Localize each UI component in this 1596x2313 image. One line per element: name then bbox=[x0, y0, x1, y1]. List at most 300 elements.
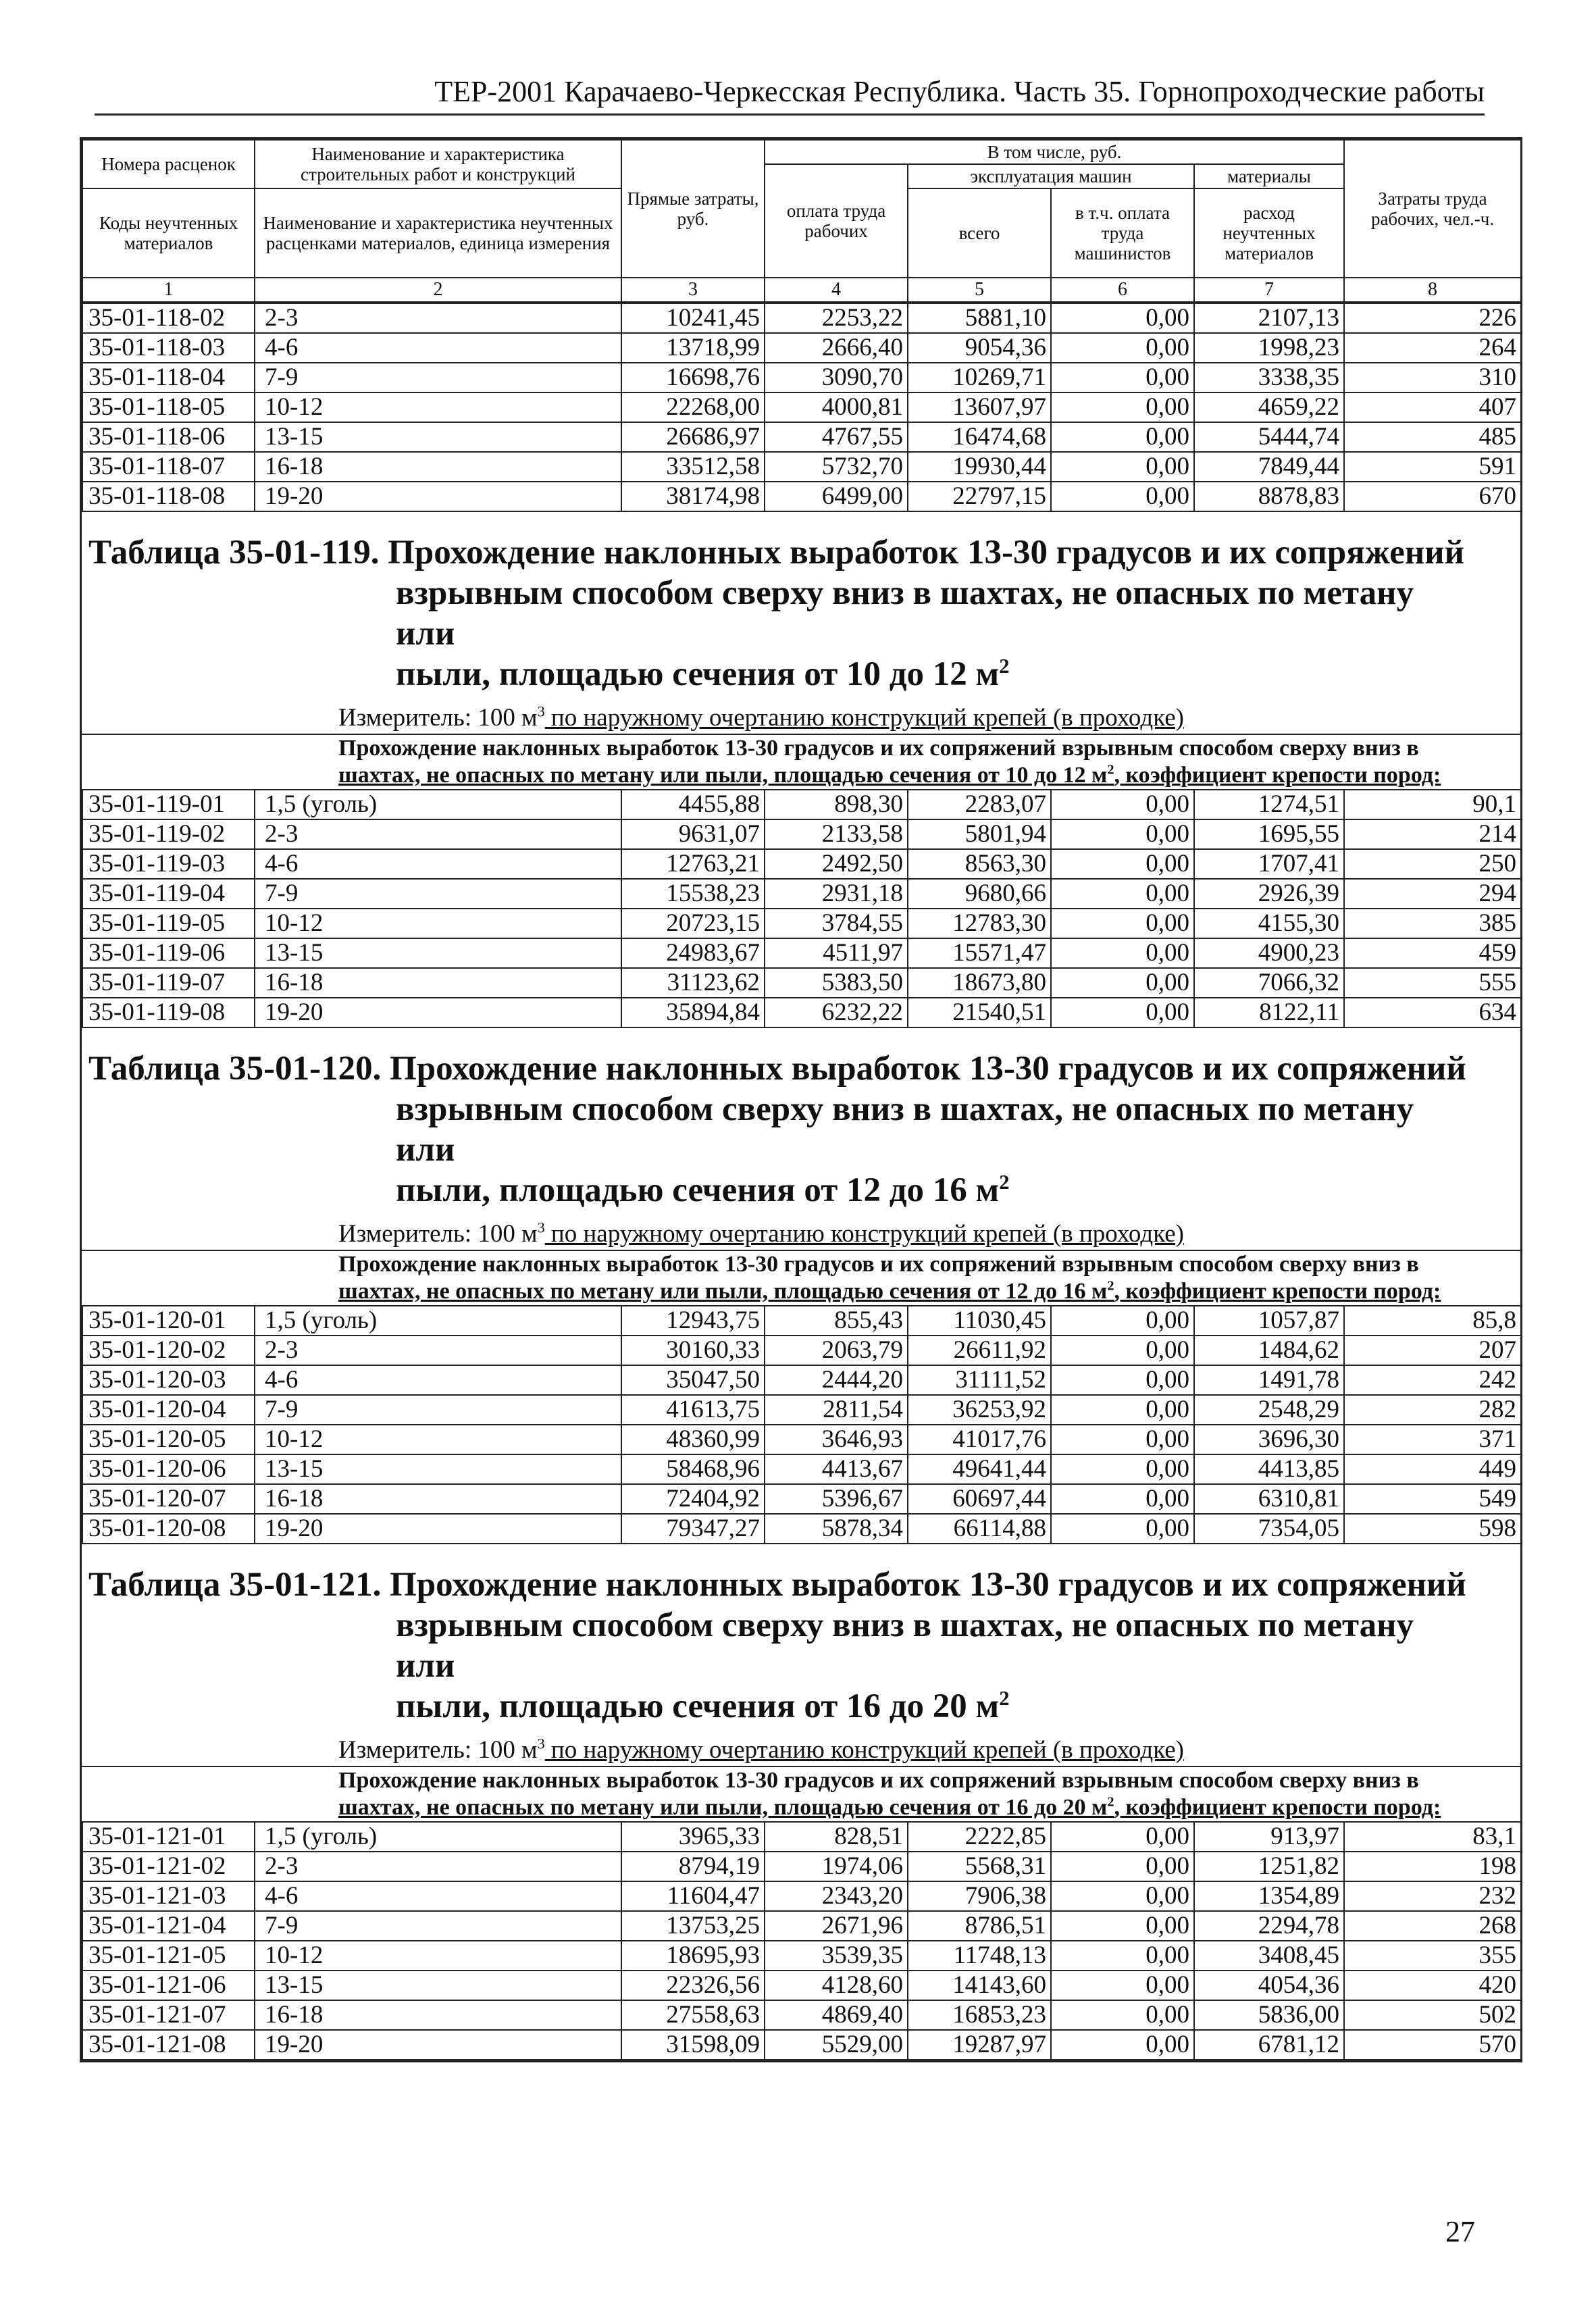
value-cell: 3646,93 bbox=[765, 1425, 908, 1454]
rate-name-cell: 7-9 bbox=[255, 1395, 621, 1425]
value-cell: 58468,96 bbox=[621, 1454, 765, 1484]
rate-code-cell: 35-01-119-04 bbox=[82, 879, 255, 909]
value-cell: 15538,23 bbox=[621, 879, 765, 909]
value-cell: 13718,99 bbox=[621, 333, 765, 363]
value-cell: 6781,12 bbox=[1194, 2030, 1344, 2060]
value-cell: 15571,47 bbox=[908, 938, 1051, 968]
value-cell: 898,30 bbox=[765, 790, 908, 819]
rate-code-cell: 35-01-119-08 bbox=[82, 998, 255, 1027]
value-cell: 207 bbox=[1344, 1336, 1521, 1365]
header-wages: оплата труда рабочих bbox=[765, 164, 908, 278]
value-cell: 31111,52 bbox=[908, 1365, 1051, 1395]
value-cell: 41613,75 bbox=[621, 1395, 765, 1425]
table-row bbox=[82, 333, 1521, 363]
value-cell: 21540,51 bbox=[908, 998, 1051, 1027]
rate-name-cell: 16-18 bbox=[255, 968, 621, 998]
value-cell: 14143,60 bbox=[908, 1971, 1051, 2000]
rate-name-cell: 19-20 bbox=[255, 2030, 621, 2060]
column-header-table bbox=[82, 139, 1522, 303]
value-cell: 634 bbox=[1344, 998, 1521, 1027]
value-cell: 6499,00 bbox=[765, 482, 908, 511]
rate-name-cell: 7-9 bbox=[255, 879, 621, 909]
value-cell: 828,51 bbox=[765, 1822, 908, 1852]
value-cell: 1974,06 bbox=[765, 1852, 908, 1881]
value-cell: 8794,19 bbox=[621, 1852, 765, 1881]
value-cell: 598 bbox=[1344, 1514, 1521, 1544]
table-title bbox=[82, 1048, 1520, 1211]
value-cell: 2294,78 bbox=[1194, 1911, 1344, 1941]
rate-name-cell: 4-6 bbox=[255, 333, 621, 363]
table-row bbox=[82, 1484, 1521, 1514]
value-cell: 2283,07 bbox=[908, 790, 1051, 819]
value-cell: 3090,70 bbox=[765, 363, 908, 392]
value-cell: 2063,79 bbox=[765, 1336, 908, 1365]
rate-name-cell: 16-18 bbox=[255, 452, 621, 482]
value-cell: 9680,66 bbox=[908, 879, 1051, 909]
header-codes-bottom: Коды неучтенных материалов bbox=[82, 188, 255, 278]
value-cell: 2343,20 bbox=[765, 1881, 908, 1911]
value-cell: 5732,70 bbox=[765, 452, 908, 482]
table-row bbox=[82, 2030, 1521, 2060]
table-row bbox=[82, 998, 1521, 1027]
rate-code-cell: 35-01-118-06 bbox=[82, 422, 255, 452]
value-cell: 0,00 bbox=[1051, 333, 1194, 363]
value-cell: 0,00 bbox=[1051, 363, 1194, 392]
measure-unit bbox=[82, 703, 1520, 734]
value-cell: 3784,55 bbox=[765, 909, 908, 938]
value-cell: 13753,25 bbox=[621, 1911, 765, 1941]
value-cell: 10269,71 bbox=[908, 363, 1051, 392]
value-cell: 1057,87 bbox=[1194, 1306, 1344, 1336]
table-row bbox=[82, 1306, 1521, 1336]
table-row bbox=[82, 849, 1521, 879]
value-cell: 670 bbox=[1344, 482, 1521, 511]
superscript: 2 bbox=[999, 655, 1010, 678]
value-cell: 2811,54 bbox=[765, 1395, 908, 1425]
page-number: 27 bbox=[1445, 2215, 1475, 2248]
value-cell: 268 bbox=[1344, 1911, 1521, 1941]
measure-text: по наружному очертанию конструкций крепей (в проходке) bbox=[544, 704, 1184, 732]
value-cell: 198 bbox=[1344, 1852, 1521, 1881]
rate-name-cell: 10-12 bbox=[255, 909, 621, 938]
value-cell: 11604,47 bbox=[621, 1881, 765, 1911]
table-row bbox=[82, 1514, 1521, 1544]
header-direct-costs: Прямые затраты, руб. bbox=[621, 140, 765, 278]
continuation-rows-table bbox=[82, 303, 1522, 512]
value-cell: 1998,23 bbox=[1194, 333, 1344, 363]
value-cell: 11748,13 bbox=[908, 1941, 1051, 1971]
value-cell: 5396,67 bbox=[765, 1484, 908, 1514]
value-cell: 5529,00 bbox=[765, 2030, 908, 2060]
value-cell: 2492,50 bbox=[765, 849, 908, 879]
value-cell: 3338,35 bbox=[1194, 363, 1344, 392]
column-index: 4 bbox=[765, 278, 908, 302]
value-cell: 31598,09 bbox=[621, 2030, 765, 2060]
value-cell: 0,00 bbox=[1051, 482, 1194, 511]
value-cell: 2222,85 bbox=[908, 1822, 1051, 1852]
value-cell: 1695,55 bbox=[1194, 819, 1344, 849]
table-title-prefix: Таблица 35-01-121. bbox=[88, 1566, 382, 1604]
value-cell: 22326,56 bbox=[621, 1971, 765, 2000]
value-cell: 19287,97 bbox=[908, 2030, 1051, 2060]
table-row bbox=[82, 1336, 1521, 1365]
table-row bbox=[82, 363, 1521, 392]
rate-name-cell: 13-15 bbox=[255, 1454, 621, 1484]
value-cell: 7066,32 bbox=[1194, 968, 1344, 998]
rate-name-cell: 19-20 bbox=[255, 1514, 621, 1544]
superscript: 2 bbox=[1107, 1278, 1114, 1294]
value-cell: 60697,44 bbox=[908, 1484, 1051, 1514]
value-cell: 4413,67 bbox=[765, 1454, 908, 1484]
rate-name-cell: 19-20 bbox=[255, 482, 621, 511]
rate-code-cell: 35-01-121-06 bbox=[82, 1971, 255, 2000]
rate-name-cell: 1,5 (уголь) bbox=[255, 790, 621, 819]
value-cell: 1274,51 bbox=[1194, 790, 1344, 819]
table-row bbox=[82, 452, 1521, 482]
value-cell: 4767,55 bbox=[765, 422, 908, 452]
superscript: 2 bbox=[999, 1687, 1010, 1710]
value-cell: 12943,75 bbox=[621, 1306, 765, 1336]
rate-code-cell: 35-01-118-08 bbox=[82, 482, 255, 511]
value-cell: 3539,35 bbox=[765, 1941, 908, 1971]
rate-name-cell: 10-12 bbox=[255, 1941, 621, 1971]
measure-unit bbox=[82, 1219, 1520, 1250]
value-cell: 0,00 bbox=[1051, 1514, 1194, 1544]
subheading-line: шахтах, не опасных по метану или пыли, площадью сечения от 16 до 20 м bbox=[338, 1795, 1108, 1820]
value-cell: 0,00 bbox=[1051, 1454, 1194, 1484]
value-cell: 385 bbox=[1344, 909, 1521, 938]
subheading-line: Прохождение наклонных выработок 13-30 градусов и их сопряжений взрывным способом сверху вниз в bbox=[338, 1252, 1419, 1277]
value-cell: 0,00 bbox=[1051, 392, 1194, 422]
column-index: 8 bbox=[1344, 278, 1521, 302]
value-cell: 11030,45 bbox=[908, 1306, 1051, 1336]
subheading-line: шахтах, не опасных по метану или пыли, площадью сечения от 10 до 12 м bbox=[338, 763, 1108, 788]
value-cell: 3696,30 bbox=[1194, 1425, 1344, 1454]
subheading-line: Прохождение наклонных выработок 13-30 градусов и их сопряжений взрывным способом сверху вниз в bbox=[338, 736, 1419, 761]
rate-code-cell: 35-01-118-03 bbox=[82, 333, 255, 363]
value-cell: 2931,18 bbox=[765, 879, 908, 909]
value-cell: 33512,58 bbox=[621, 452, 765, 482]
value-cell: 0,00 bbox=[1051, 1852, 1194, 1881]
value-cell: 242 bbox=[1344, 1365, 1521, 1395]
table-row bbox=[82, 1971, 1521, 2000]
table-row bbox=[82, 1852, 1521, 1881]
value-cell: 22268,00 bbox=[621, 392, 765, 422]
table-title-prefix: Таблица 35-01-120. bbox=[88, 1050, 382, 1088]
value-cell: 5568,31 bbox=[908, 1852, 1051, 1881]
header-machines: эксплуатация машин bbox=[908, 164, 1194, 188]
table-title-line: взрывным способом сверху вниз в шахтах, не опасных по метану или bbox=[396, 574, 1414, 653]
rate-code-cell: 35-01-121-08 bbox=[82, 2030, 255, 2060]
rates-table bbox=[82, 789, 1522, 1028]
table-row bbox=[82, 879, 1521, 909]
table-row bbox=[82, 968, 1521, 998]
value-cell: 24983,67 bbox=[621, 938, 765, 968]
table-row bbox=[82, 909, 1521, 938]
value-cell: 0,00 bbox=[1051, 790, 1194, 819]
value-cell: 0,00 bbox=[1051, 998, 1194, 1027]
rate-code-cell: 35-01-118-07 bbox=[82, 452, 255, 482]
table-row bbox=[82, 1941, 1521, 1971]
table-row bbox=[82, 1365, 1521, 1395]
table-section bbox=[82, 1028, 1520, 1544]
table-title-line: пыли, площадью сечения от 12 до 16 м bbox=[396, 1171, 1000, 1209]
value-cell: 1491,78 bbox=[1194, 1365, 1344, 1395]
measure-label: Измеритель: 100 м bbox=[338, 1736, 538, 1764]
value-cell: 18695,93 bbox=[621, 1941, 765, 1971]
value-cell: 2444,20 bbox=[765, 1365, 908, 1395]
header-materials: материалы bbox=[1194, 164, 1344, 188]
value-cell: 5836,00 bbox=[1194, 2000, 1344, 2030]
rate-name-cell: 2-3 bbox=[255, 819, 621, 849]
table-title-line: пыли, площадью сечения от 10 до 12 м bbox=[396, 655, 1000, 693]
value-cell: 1484,62 bbox=[1194, 1336, 1344, 1365]
rate-code-cell: 35-01-120-05 bbox=[82, 1425, 255, 1454]
header-name-top: Наименование и характеристика строительных работ и конструкций bbox=[255, 140, 621, 188]
rates-table bbox=[82, 1821, 1522, 2060]
superscript: 2 bbox=[999, 1171, 1010, 1194]
value-cell: 459 bbox=[1344, 938, 1521, 968]
value-cell: 214 bbox=[1344, 819, 1521, 849]
value-cell: 12763,21 bbox=[621, 849, 765, 879]
rate-code-cell: 35-01-121-07 bbox=[82, 2000, 255, 2030]
value-cell: 0,00 bbox=[1051, 1911, 1194, 1941]
header-including: В том числе, руб. bbox=[765, 140, 1344, 164]
rate-name-cell: 16-18 bbox=[255, 2000, 621, 2030]
column-index: 5 bbox=[908, 278, 1051, 302]
superscript: 3 bbox=[537, 1735, 545, 1752]
rate-name-cell: 10-12 bbox=[255, 1425, 621, 1454]
table-row bbox=[82, 1881, 1521, 1911]
value-cell: 913,97 bbox=[1194, 1822, 1344, 1852]
value-cell: 6310,81 bbox=[1194, 1484, 1344, 1514]
value-cell: 2548,29 bbox=[1194, 1395, 1344, 1425]
value-cell: 4455,88 bbox=[621, 790, 765, 819]
value-cell: 0,00 bbox=[1051, 849, 1194, 879]
value-cell: 0,00 bbox=[1051, 1306, 1194, 1336]
value-cell: 36253,92 bbox=[908, 1395, 1051, 1425]
subheading-line: , коэффициент крепости пород: bbox=[1114, 763, 1441, 788]
rate-code-cell: 35-01-121-01 bbox=[82, 1822, 255, 1852]
value-cell: 13607,97 bbox=[908, 392, 1051, 422]
value-cell: 22797,15 bbox=[908, 482, 1051, 511]
value-cell: 0,00 bbox=[1051, 1971, 1194, 2000]
rate-name-cell: 7-9 bbox=[255, 363, 621, 392]
value-cell: 0,00 bbox=[1051, 819, 1194, 849]
value-cell: 41017,76 bbox=[908, 1425, 1051, 1454]
rate-name-cell: 1,5 (уголь) bbox=[255, 1306, 621, 1336]
table-row bbox=[82, 303, 1521, 333]
rate-name-cell: 4-6 bbox=[255, 1365, 621, 1395]
value-cell: 4511,97 bbox=[765, 938, 908, 968]
column-index: 1 bbox=[82, 278, 255, 302]
value-cell: 38174,98 bbox=[621, 482, 765, 511]
section-subheading bbox=[82, 734, 1520, 789]
table-title-line: пыли, площадью сечения от 16 до 20 м bbox=[396, 1687, 1000, 1725]
value-cell: 5878,34 bbox=[765, 1514, 908, 1544]
value-cell: 0,00 bbox=[1051, 422, 1194, 452]
value-cell: 10241,45 bbox=[621, 303, 765, 333]
superscript: 3 bbox=[537, 703, 545, 720]
rate-code-cell: 35-01-120-07 bbox=[82, 1484, 255, 1514]
rate-code-cell: 35-01-120-04 bbox=[82, 1395, 255, 1425]
column-index: 7 bbox=[1194, 278, 1344, 302]
value-cell: 570 bbox=[1344, 2030, 1521, 2060]
rate-code-cell: 35-01-119-06 bbox=[82, 938, 255, 968]
header-codes-top: Номера расценок bbox=[82, 140, 255, 188]
rate-name-cell: 16-18 bbox=[255, 1484, 621, 1514]
value-cell: 1354,89 bbox=[1194, 1881, 1344, 1911]
value-cell: 18673,80 bbox=[908, 968, 1051, 998]
rate-name-cell: 7-9 bbox=[255, 1911, 621, 1941]
value-cell: 16474,68 bbox=[908, 422, 1051, 452]
measure-text: по наружному очертанию конструкций крепей (в проходке) bbox=[544, 1220, 1184, 1248]
subheading-line: , коэффициент крепости пород: bbox=[1114, 1279, 1441, 1304]
measure-label: Измеритель: 100 м bbox=[338, 1220, 538, 1248]
value-cell: 5444,74 bbox=[1194, 422, 1344, 452]
value-cell: 83,1 bbox=[1344, 1822, 1521, 1852]
rate-name-cell: 1,5 (уголь) bbox=[255, 1822, 621, 1852]
value-cell: 5383,50 bbox=[765, 968, 908, 998]
page-header: ТЕР-2001 Карачаево-Черкесская Республика. Часть 35. Горнопроходческие работы bbox=[95, 73, 1485, 116]
value-cell: 90,1 bbox=[1344, 790, 1521, 819]
header-machinists: в т.ч. оплата труда машинистов bbox=[1051, 188, 1194, 278]
value-cell: 0,00 bbox=[1051, 1822, 1194, 1852]
value-cell: 7354,05 bbox=[1194, 1514, 1344, 1544]
value-cell: 0,00 bbox=[1051, 938, 1194, 968]
value-cell: 0,00 bbox=[1051, 1336, 1194, 1365]
value-cell: 3408,45 bbox=[1194, 1941, 1344, 1971]
value-cell: 1707,41 bbox=[1194, 849, 1344, 879]
rate-name-cell: 2-3 bbox=[255, 1852, 621, 1881]
table-section bbox=[82, 512, 1520, 1028]
value-cell: 4155,30 bbox=[1194, 909, 1344, 938]
table-row bbox=[82, 2000, 1521, 2030]
rate-name-cell: 2-3 bbox=[255, 303, 621, 333]
rate-code-cell: 35-01-119-03 bbox=[82, 849, 255, 879]
table-row bbox=[82, 1395, 1521, 1425]
value-cell: 8122,11 bbox=[1194, 998, 1344, 1027]
table-section bbox=[82, 1544, 1520, 2060]
value-cell: 4413,85 bbox=[1194, 1454, 1344, 1484]
subheading-line: , коэффициент крепости пород: bbox=[1114, 1795, 1441, 1820]
rates-table bbox=[82, 1305, 1522, 1544]
value-cell: 449 bbox=[1344, 1454, 1521, 1484]
rate-name-cell: 4-6 bbox=[255, 849, 621, 879]
rate-code-cell: 35-01-119-01 bbox=[82, 790, 255, 819]
table-row bbox=[82, 790, 1521, 819]
table-title-line: Прохождение наклонных выработок 13-30 градусов и их сопряжений bbox=[390, 1050, 1466, 1088]
value-cell: 250 bbox=[1344, 849, 1521, 879]
value-cell: 2107,13 bbox=[1194, 303, 1344, 333]
column-index: 6 bbox=[1051, 278, 1194, 302]
section-subheading bbox=[82, 1766, 1520, 1821]
value-cell: 4869,40 bbox=[765, 2000, 908, 2030]
value-cell: 0,00 bbox=[1051, 879, 1194, 909]
value-cell: 79347,27 bbox=[621, 1514, 765, 1544]
value-cell: 591 bbox=[1344, 452, 1521, 482]
table-row bbox=[82, 819, 1521, 849]
measure-label: Измеритель: 100 м bbox=[338, 704, 538, 732]
value-cell: 855,43 bbox=[765, 1306, 908, 1336]
value-cell: 26611,92 bbox=[908, 1336, 1051, 1365]
document-body bbox=[80, 137, 1522, 2062]
value-cell: 4128,60 bbox=[765, 1971, 908, 2000]
rate-code-cell: 35-01-120-01 bbox=[82, 1306, 255, 1336]
value-cell: 26686,97 bbox=[621, 422, 765, 452]
value-cell: 371 bbox=[1344, 1425, 1521, 1454]
value-cell: 6232,22 bbox=[765, 998, 908, 1027]
value-cell: 282 bbox=[1344, 1395, 1521, 1425]
value-cell: 264 bbox=[1344, 333, 1521, 363]
measure-text: по наружному очертанию конструкций крепей (в проходке) bbox=[544, 1736, 1184, 1764]
value-cell: 0,00 bbox=[1051, 2030, 1194, 2060]
value-cell: 232 bbox=[1344, 1881, 1521, 1911]
value-cell: 0,00 bbox=[1051, 2000, 1194, 2030]
table-title-line: взрывным способом сверху вниз в шахтах, не опасных по метану или bbox=[396, 1090, 1414, 1169]
value-cell: 20723,15 bbox=[621, 909, 765, 938]
value-cell: 66114,88 bbox=[908, 1514, 1051, 1544]
rate-name-cell: 2-3 bbox=[255, 1336, 621, 1365]
section-subheading bbox=[82, 1250, 1520, 1305]
rate-code-cell: 35-01-119-07 bbox=[82, 968, 255, 998]
value-cell: 1251,82 bbox=[1194, 1852, 1344, 1881]
table-title-line: Прохождение наклонных выработок 13-30 градусов и их сопряжений bbox=[388, 534, 1464, 571]
rate-code-cell: 35-01-121-02 bbox=[82, 1852, 255, 1881]
value-cell: 310 bbox=[1344, 363, 1521, 392]
value-cell: 407 bbox=[1344, 392, 1521, 422]
rate-code-cell: 35-01-120-06 bbox=[82, 1454, 255, 1484]
rate-code-cell: 35-01-118-02 bbox=[82, 303, 255, 333]
value-cell: 4900,23 bbox=[1194, 938, 1344, 968]
subheading-line: шахтах, не опасных по метану или пыли, площадью сечения от 12 до 16 м bbox=[338, 1279, 1108, 1304]
value-cell: 5801,94 bbox=[908, 819, 1051, 849]
value-cell: 72404,92 bbox=[621, 1484, 765, 1514]
value-cell: 9054,36 bbox=[908, 333, 1051, 363]
table-row bbox=[82, 392, 1521, 422]
table-title bbox=[82, 532, 1520, 694]
rate-code-cell: 35-01-120-02 bbox=[82, 1336, 255, 1365]
header-labor-costs: Затраты труда рабочих, чел.-ч. bbox=[1344, 140, 1521, 278]
value-cell: 0,00 bbox=[1051, 1881, 1194, 1911]
table-row bbox=[82, 482, 1521, 511]
value-cell: 0,00 bbox=[1051, 909, 1194, 938]
value-cell: 12783,30 bbox=[908, 909, 1051, 938]
column-index-row bbox=[82, 278, 1521, 302]
value-cell: 2253,22 bbox=[765, 303, 908, 333]
value-cell: 48360,99 bbox=[621, 1425, 765, 1454]
value-cell: 0,00 bbox=[1051, 303, 1194, 333]
superscript: 2 bbox=[1107, 762, 1114, 778]
column-index: 3 bbox=[621, 278, 765, 302]
table-title-prefix: Таблица 35-01-119. bbox=[88, 534, 380, 571]
value-cell: 16698,76 bbox=[621, 363, 765, 392]
value-cell: 8563,30 bbox=[908, 849, 1051, 879]
value-cell: 226 bbox=[1344, 303, 1521, 333]
value-cell: 0,00 bbox=[1051, 1425, 1194, 1454]
value-cell: 5881,10 bbox=[908, 303, 1051, 333]
value-cell: 8786,51 bbox=[908, 1911, 1051, 1941]
value-cell: 0,00 bbox=[1051, 1941, 1194, 1971]
table-row bbox=[82, 1454, 1521, 1484]
value-cell: 7906,38 bbox=[908, 1881, 1051, 1911]
value-cell: 502 bbox=[1344, 2000, 1521, 2030]
value-cell: 420 bbox=[1344, 1971, 1521, 2000]
header-materials-sub: расход неучтенных материалов bbox=[1194, 188, 1344, 278]
value-cell: 2133,58 bbox=[765, 819, 908, 849]
value-cell: 2926,39 bbox=[1194, 879, 1344, 909]
table-title bbox=[82, 1565, 1520, 1727]
